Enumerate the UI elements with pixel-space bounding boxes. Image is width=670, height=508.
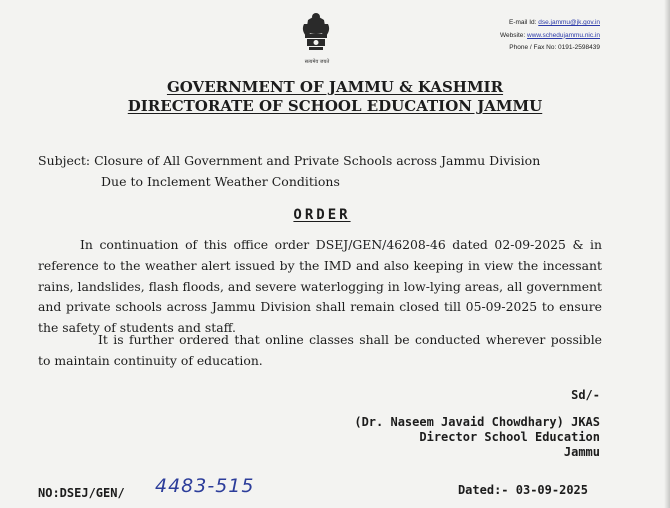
order-date: Dated:- 03-09-2025 [457, 483, 588, 497]
order-heading [0, 207, 644, 223]
signatory-place: Jammu [563, 445, 600, 459]
phone-line: Phone / Fax No: 0191-2598439 [509, 44, 600, 51]
signature-sd: Sd/- [571, 388, 600, 402]
government-line: GOVERNMENT OF JAMMU & KASHMIR [166, 78, 504, 96]
order-paragraph-2: It is further ordered that online classes shall be conducted wherever possible to maintain continuity of education. [38, 332, 602, 368]
page-edge-shadow [664, 0, 670, 508]
website-label: Website: [500, 31, 526, 39]
subject-line-1: Subject: Closure of All Government and Private Schools across Jammu Division [38, 153, 541, 168]
directorate-line: DIRECTORATE OF SCHOOL EDUCATION JAMMU [127, 97, 543, 115]
contact-block [500, 17, 600, 55]
subject-block [38, 150, 540, 192]
email-line [500, 17, 600, 30]
website-line [500, 30, 600, 43]
emblem-caption: सत्यमेव जयते [304, 59, 330, 65]
website-link[interactable]: www.schedujammu.nic.in [527, 31, 600, 39]
government-heading [0, 78, 670, 96]
signatory-designation: Director School Education [419, 430, 600, 444]
order-title: ORDER [293, 207, 351, 223]
subject-line-2: Due to Inclement Weather Conditions [101, 174, 340, 189]
email-link[interactable]: dse.jammu@jk.gov.in [538, 19, 600, 26]
order-number-handwritten: 4483-515 [155, 475, 255, 497]
order-paragraph-1: In continuation of this office order DSEJ/GEN/46208-46 dated 02-09-2025 & in reference to the weather alert issued by the IMD and also keeping in view the incessant rains, landslides, flash floods, and severe waterlogging in low-lying areas, all government and private schools across Jammu Division shall remain closed till 05-09-2025 to ensure the safety of students and staff. [38, 237, 602, 336]
email-label: E-mail Id: [508, 19, 537, 26]
signatory-name: (Dr. Naseem Javaid Chowdhary) JKAS [354, 415, 600, 429]
directorate-heading [0, 97, 670, 115]
order-number-label: NO:DSEJ/GEN/ [38, 486, 125, 500]
